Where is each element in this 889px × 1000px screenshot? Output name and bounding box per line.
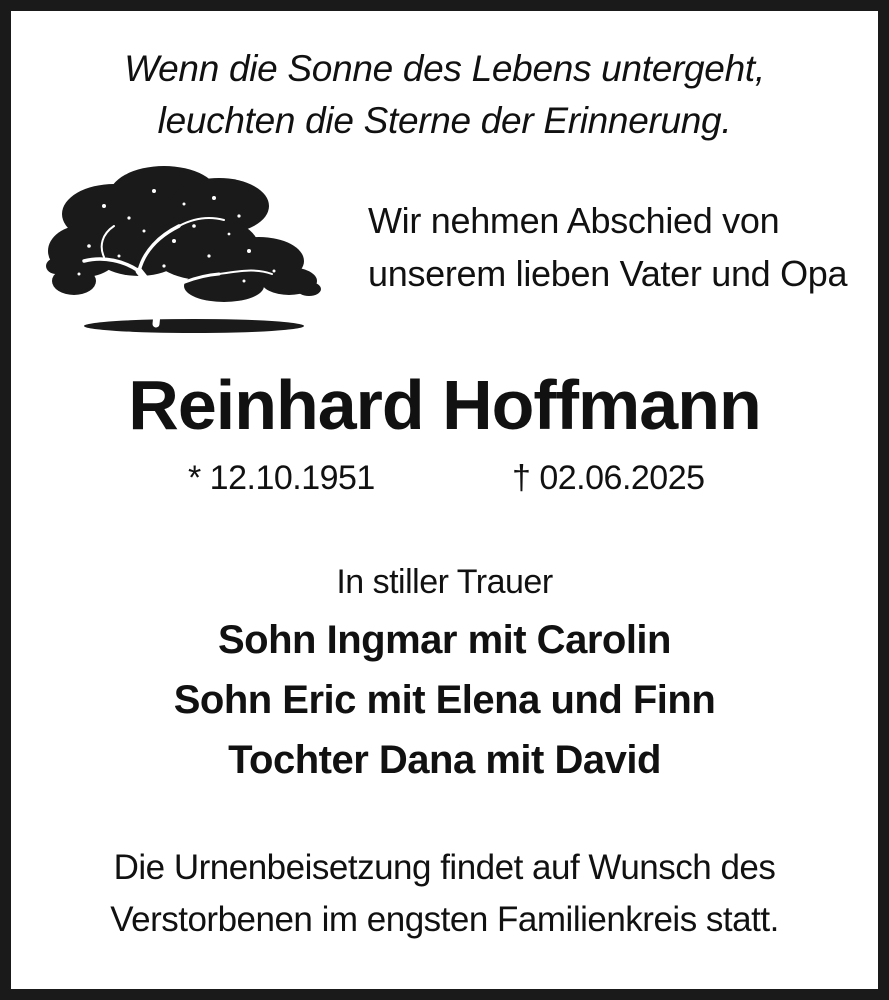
birth-date: * 12.10.1951 (188, 459, 375, 497)
mourning-intro: In stiller Trauer (336, 563, 553, 601)
quote-line-1: Wenn die Sonne des Lebens untergeht, (124, 48, 765, 89)
farewell-line-1: Wir nehmen Abschied von (368, 200, 780, 241)
mourner-line: Tochter Dana mit David (228, 738, 661, 782)
death-date: † 02.06.2025 (512, 459, 705, 497)
mourner-line: Sohn Eric mit Elena und Finn (173, 678, 716, 722)
tree-icon (44, 156, 322, 338)
burial-notice-line-2: Verstorbenen im engsten Familienkreis statt. (110, 900, 779, 939)
burial-notice-line-1: Die Urnenbeisetzung findet auf Wunsch des (113, 848, 776, 887)
quote-line-2: leuchten die Sterne der Erinnerung. (157, 100, 732, 141)
deceased-name: Reinhard Hoffmann (128, 366, 761, 444)
mourner-line: Sohn Ingmar mit Carolin (218, 618, 671, 662)
farewell-line-2: unserem lieben Vater und Opa (368, 253, 848, 294)
